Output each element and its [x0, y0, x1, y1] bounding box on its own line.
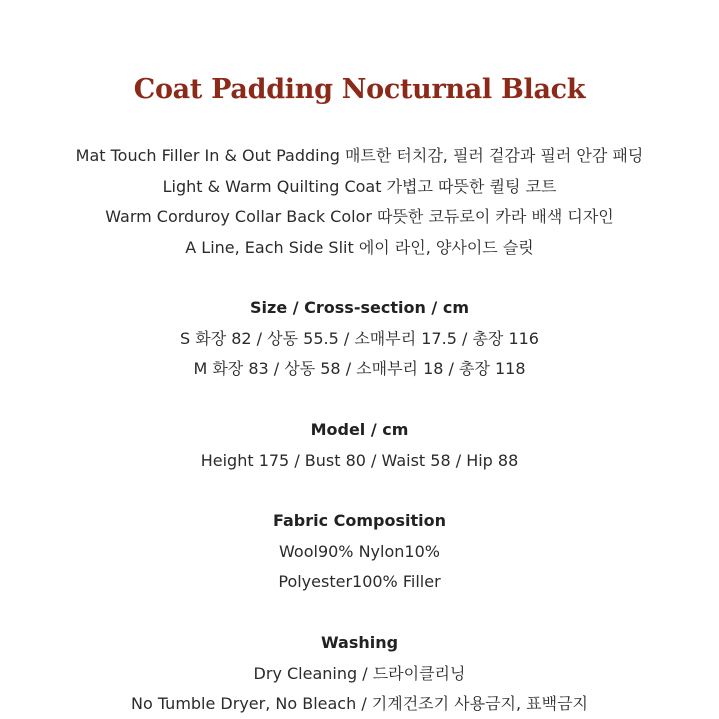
washing-heading: Washing	[320, 633, 399, 652]
washing-row: Dry Cleaning / 드라이클리닝	[253, 664, 466, 683]
feature-line: Warm Corduroy Collar Back Color 따뜻한 코듀로이 카라 배색 디자인	[105, 207, 614, 226]
fabric-row: Polyester100% Filler	[278, 572, 441, 591]
product-title: Coat Padding Nocturnal Black	[133, 74, 586, 105]
fabric-row: Wool90% Nylon10%	[279, 542, 440, 561]
feature-line: Light & Warm Quilting Coat 가볍고 따뜻한 퀼팅 코트	[162, 177, 557, 196]
model-row: Height 175 / Bust 80 / Waist 58 / Hip 88	[200, 451, 519, 470]
fabric-heading: Fabric Composition	[272, 511, 447, 530]
feature-line: Mat Touch Filler In & Out Padding 매트한 터치감, 필러 겉감과 필러 안감 패딩	[75, 146, 644, 165]
model-heading: Model / cm	[310, 420, 409, 439]
feature-line: A Line, Each Side Slit 에이 라인, 양사이드 슬릿	[185, 238, 534, 257]
size-row: M 화장 83 / 상동 58 / 소매부리 18 / 총장 118	[193, 359, 526, 378]
washing-row: No Tumble Dryer, No Bleach / 기계건조기 사용금지, 표백금지	[130, 694, 588, 713]
size-row: S 화장 82 / 상동 55.5 / 소매부리 17.5 / 총장 116	[180, 329, 539, 348]
size-heading: Size / Cross-section / cm	[250, 298, 469, 317]
